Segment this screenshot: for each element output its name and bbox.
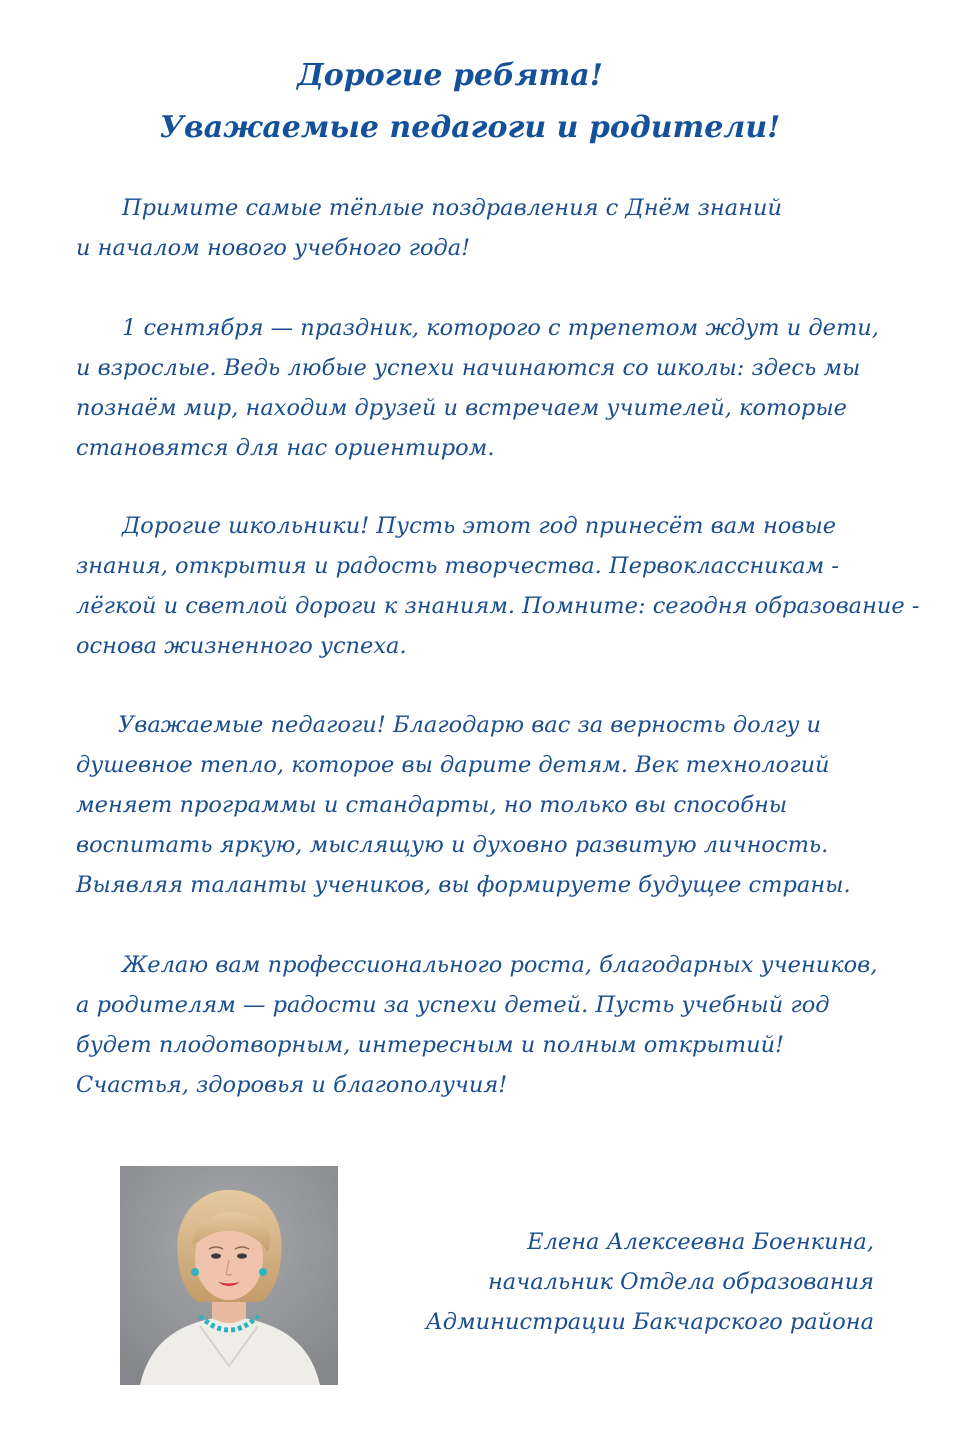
paragraph-line: лёгкой и светлой дороги к знаниям. Помните: сегодня образование - <box>76 593 920 619</box>
paragraph-line: 1 сентября — праздник, которого с трепетом ждут и дети, <box>122 315 879 341</box>
signature-name: Елена Алексеевна Боенкина, <box>527 1229 874 1255</box>
paragraph-line: основа жизненного успеха. <box>76 633 407 659</box>
paragraph-line: и началом нового учебного года! <box>76 235 471 261</box>
paragraph-line: воспитать яркую, мыслящую и духовно развитую личность. <box>76 832 829 858</box>
paragraph-line: Дорогие школьники! Пусть этот год принесёт вам новые <box>122 513 837 539</box>
paragraph-line: познаём мир, находим друзей и встречаем учителей, которые <box>76 395 847 421</box>
paragraph-line: Желаю вам профессионального роста, благодарных учеников, <box>122 952 878 978</box>
paragraph-teachers <box>76 705 936 905</box>
paragraph-congratulations <box>76 188 936 268</box>
signature-block <box>426 1222 874 1342</box>
paragraph-line: и взрослые. Ведь любые успехи начинаются со школы: здесь мы <box>76 355 861 381</box>
paragraph-line: Счастья, здоровья и благополучия! <box>76 1072 508 1098</box>
signature-position: начальник Отдела образования <box>487 1269 874 1295</box>
signature-organization: Администрации Бакчарского района <box>425 1309 874 1335</box>
paragraph-line: Примите самые тёплые поздравления с Днём знаний <box>122 195 782 221</box>
portrait-photo-icon <box>120 1166 338 1385</box>
paragraph-september-first <box>76 308 936 468</box>
paragraph-line: Уважаемые педагоги! Благодарю вас за верность долгу и <box>118 712 822 738</box>
paragraph-students <box>76 506 936 666</box>
paragraph-line: а родителям — радости за успехи детей. Пусть учебный год <box>76 992 830 1018</box>
greeting-title-line-1: Дорогие ребята! <box>297 58 603 93</box>
paragraph-line: будет плодотворным, интересным и полным открытий! <box>76 1032 785 1058</box>
paragraph-line: душевное тепло, которое вы дарите детям. Век технологий <box>76 752 830 778</box>
paragraph-line: становятся для нас ориентиром. <box>76 435 495 461</box>
paragraph-line: меняет программы и стандарты, но только вы способны <box>76 792 788 818</box>
greeting-title-line-2: Уважаемые педагоги и родители! <box>159 110 781 145</box>
paragraph-line: Выявляя таланты учеников, вы формируете будущее страны. <box>76 872 851 898</box>
portrait-photo <box>120 1166 338 1385</box>
paragraph-wishes <box>76 945 936 1105</box>
paragraph-line: знания, открытия и радость творчества. Первоклассникам - <box>76 553 839 579</box>
